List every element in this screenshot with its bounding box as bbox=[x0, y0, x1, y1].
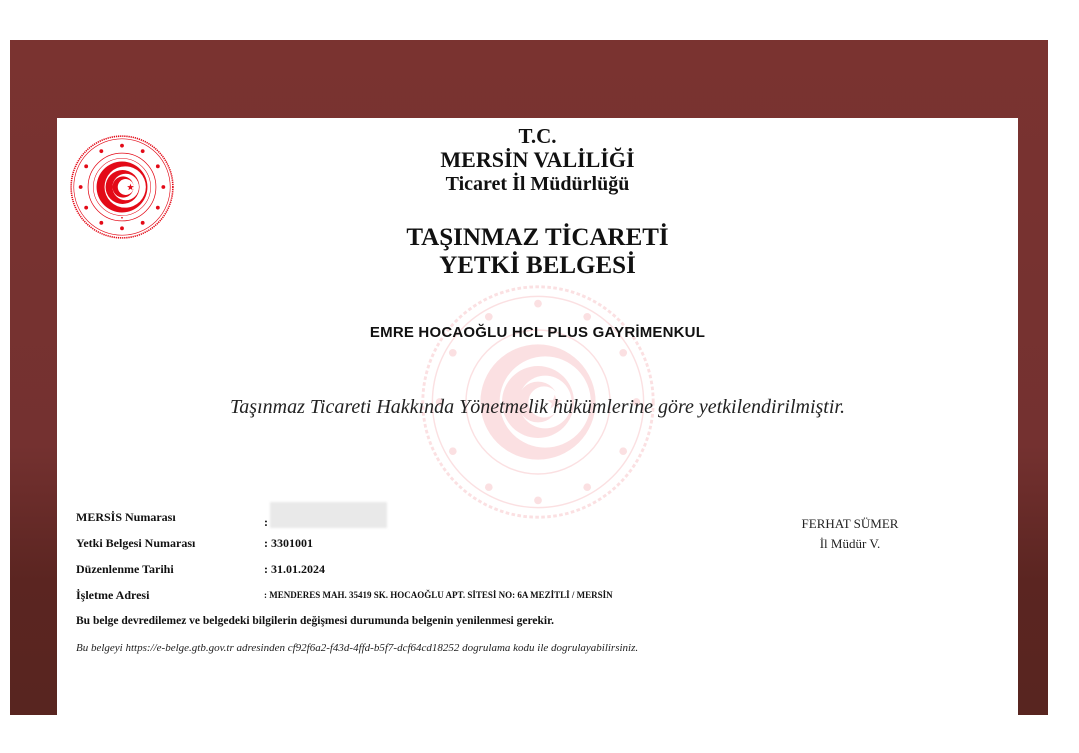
certificate-panel bbox=[57, 118, 1018, 716]
title-line-2: YETKİ BELGESİ bbox=[439, 252, 636, 279]
field-label: Düzenlenme Tarihi bbox=[76, 562, 174, 576]
transfer-notice: Bu belge devredilemez ve belgedeki bilgilerin değişmesi durumunda belgenin yenilenmesi gerekir. bbox=[76, 615, 554, 627]
certificate-title bbox=[57, 224, 1018, 280]
issuer-header bbox=[57, 124, 1018, 196]
header-line-directorate: Ticaret İl Müdürlüğü bbox=[445, 173, 630, 195]
header-line-tc: T.C. bbox=[518, 124, 557, 148]
field-value: : MENDERES MAH. 35419 SK. HOCAOĞLU APT. SİTESİ NO: 6A MEZİTLİ / MERSİN bbox=[264, 590, 613, 600]
field-value bbox=[264, 510, 387, 536]
certificate-frame bbox=[10, 40, 1048, 715]
field-value: : 3301001 bbox=[264, 536, 313, 550]
field-label: Yetki Belgesi Numarası bbox=[76, 536, 196, 550]
field-value: : 31.01.2024 bbox=[264, 562, 325, 576]
redacted-value bbox=[270, 502, 387, 528]
field-colon: : bbox=[264, 514, 268, 529]
field-label: İşletme Adresi bbox=[76, 588, 150, 602]
title-line-1: TAŞINMAZ TİCARETİ bbox=[406, 224, 669, 251]
authorization-statement: Taşınmaz Ticareti Hakkında Yönetmelik hükümlerine göre yetkilendirilmiştir. bbox=[230, 396, 845, 418]
signer-name: FERHAT SÜMER bbox=[801, 516, 899, 531]
signer-block bbox=[775, 514, 925, 554]
company-name: EMRE HOCAOĞLU HCL PLUS GAYRİMENKUL bbox=[369, 324, 706, 341]
signer-title: İl Müdür V. bbox=[819, 536, 881, 551]
header-line-governorship: MERSİN VALİLİĞİ bbox=[440, 147, 635, 172]
field-label: MERSİS Numarası bbox=[76, 510, 176, 524]
verification-note: Bu belgeyi https://e-belge.gtb.gov.tr adresinden cf92f6a2-f43d-4ffd-b5f7-dcf64cd18252 dogrulama kodu ile dogrulayabilirsiniz. bbox=[76, 642, 639, 654]
